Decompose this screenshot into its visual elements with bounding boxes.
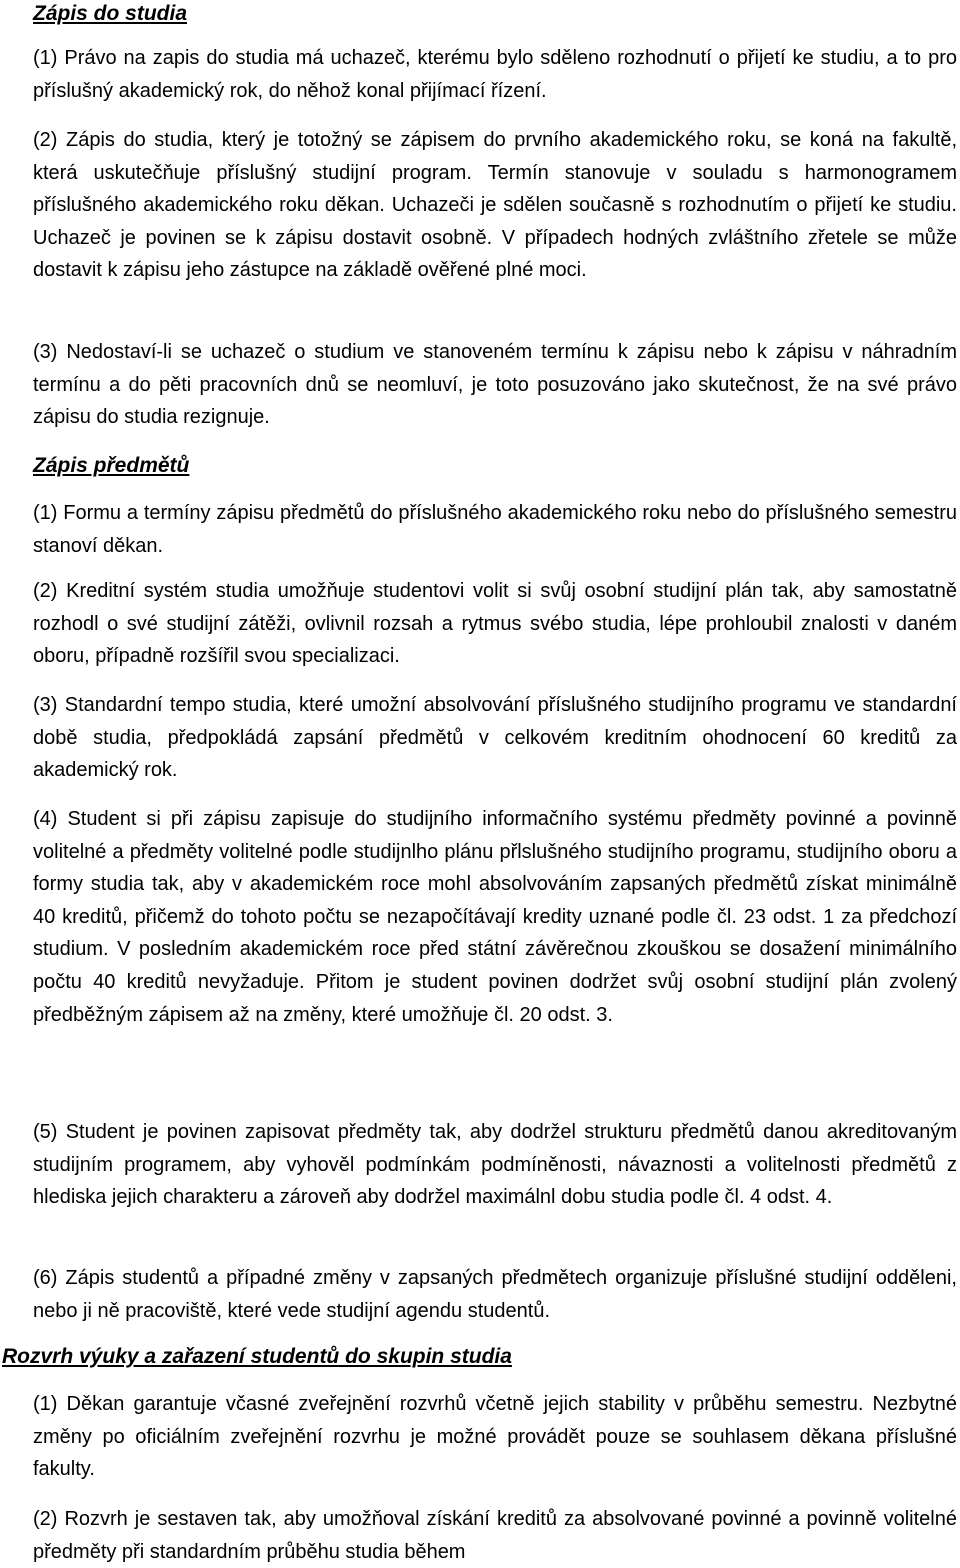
section-heading-zapis-predmetu: Zápis předmětů xyxy=(33,454,190,477)
section-heading-zapis-do-studia: Zápis do studia xyxy=(33,2,188,25)
paragraph-zapis-predmetu-1: (1) Formu a termíny zápisu předmětů do příslušného akademického roku nebo do příslušného semestru stanoví děkan. xyxy=(33,502,957,557)
paragraph-zapis-do-studia-3: (3) Nedostaví-li se uchazeč o studium ve stanoveném termínu k zápisu nebo k zápisu v náhradním termínu a do pěti pracovních dnů se neomluví, je toto posuzováno jako skutečnost, že na své právo zápisu do studia rezignuje. xyxy=(33,341,957,429)
paragraph-rozvrh-vyuky-1: (1) Děkan garantuje včasné zveřejnění rozvrhů včetně jejich stability v průběhu semestru. Nezbytné změny po oficiálním zveřejnění rozvrhu je možné provádět pouze se souhlasem děkana příslušné fakulty. xyxy=(33,1393,957,1481)
paragraph-zapis-predmetu-3: (3) Standardní tempo studia, které umožní absolvování příslušného studijního programu ve standardní době studia, předpokládá zapsání předmětů v celkovém kreditním ohodnocení 60 kreditů za akademický rok. xyxy=(33,694,957,782)
paragraph-zapis-do-studia-1: (1) Právo na zapis do studia má uchazeč, kterému bylo sděleno rozhodnutí o přijetí ke studiu, a to pro příslušný akademický rok, do něhož konal přijímací řízení. xyxy=(33,47,957,102)
paragraph-zapis-do-studia-2: (2) Zápis do studia, který je totožný se zápisem do prvního akademického roku, se koná na fakultě, která uskutečňuje příslušný studijní program. Termín stanovuje v souladu s harmonogramem příslušného akademického roku děkan. Uchazeči je sdělen současně s rozhodnutím o přijetí ke studiu. Uchazeč je povinen se k zápisu dostavit osobně. V případech hodných zvláštního zřetele se může dostavit k zápisu jeho zástupce na základě ověřené plné moci. xyxy=(33,129,957,282)
paragraph-zapis-predmetu-2: (2) Kreditní systém studia umožňuje studentovi volit si svůj osobní studijní plán tak, aby samostatně rozhodl o své studijní zátěži, ovlivnil rozsah a rytmus svébo studia, lépe prohloubil znalosti v daném oboru, případně rozšířil svou specializaci. xyxy=(33,580,957,668)
section-heading-rozvrh-vyuky: Rozvrh výuky a zařazení studentů do skupin studia xyxy=(2,1345,512,1368)
paragraph-zapis-predmetu-5: (5) Student je povinen zapisovat předměty tak, aby dodržel strukturu předmětů danou akreditovaným studijním programem, aby vyhověl podmínkám podmíněnosti, návaznosti a volitelnosti předmětů z hlediska jejich charakteru a zároveň aby dodržel maximálnl dobu studia podle čl. 4 odst. 4. xyxy=(33,1121,957,1209)
paragraph-zapis-predmetu-4: (4) Student si při zápisu zapisuje do studijního informačního systému předměty povinné a povinně volitelné a předměty volitelné podle studijnlho plánu přlslušného studijního programu, studijního oboru a formy studia tak, aby v akademickém roce mohl absolvováním zapsaných předmětů získat minimálně 40 kreditů, přičemž do tohoto počtu se nezapočítávají kredity uznané podle čl. 23 odst. 1 za předchozí studium. V posledním akademickém roce před státní závěrečnou zkouškou se dosažení minimálního počtu 40 kreditů nevyžaduje. Přitom je student povinen dodržet svůj osobní studijní plán zvolený předběžným zápisem až na změny, které umožňuje čl. 20 odst. 3. xyxy=(33,808,957,1026)
paragraph-zapis-predmetu-6: (6) Zápis studentů a případné změny v zapsaných předmětech organizuje příslušné studijní odděleni, nebo ji ně pracoviště, které vede studijní agendu studentů. xyxy=(33,1267,957,1322)
paragraph-rozvrh-vyuky-2: (2) Rozvrh je sestaven tak, aby umožňoval získání kreditů za absolvované povinné a povinně volitelné předměty při standardním průběhu studia během xyxy=(33,1508,957,1563)
